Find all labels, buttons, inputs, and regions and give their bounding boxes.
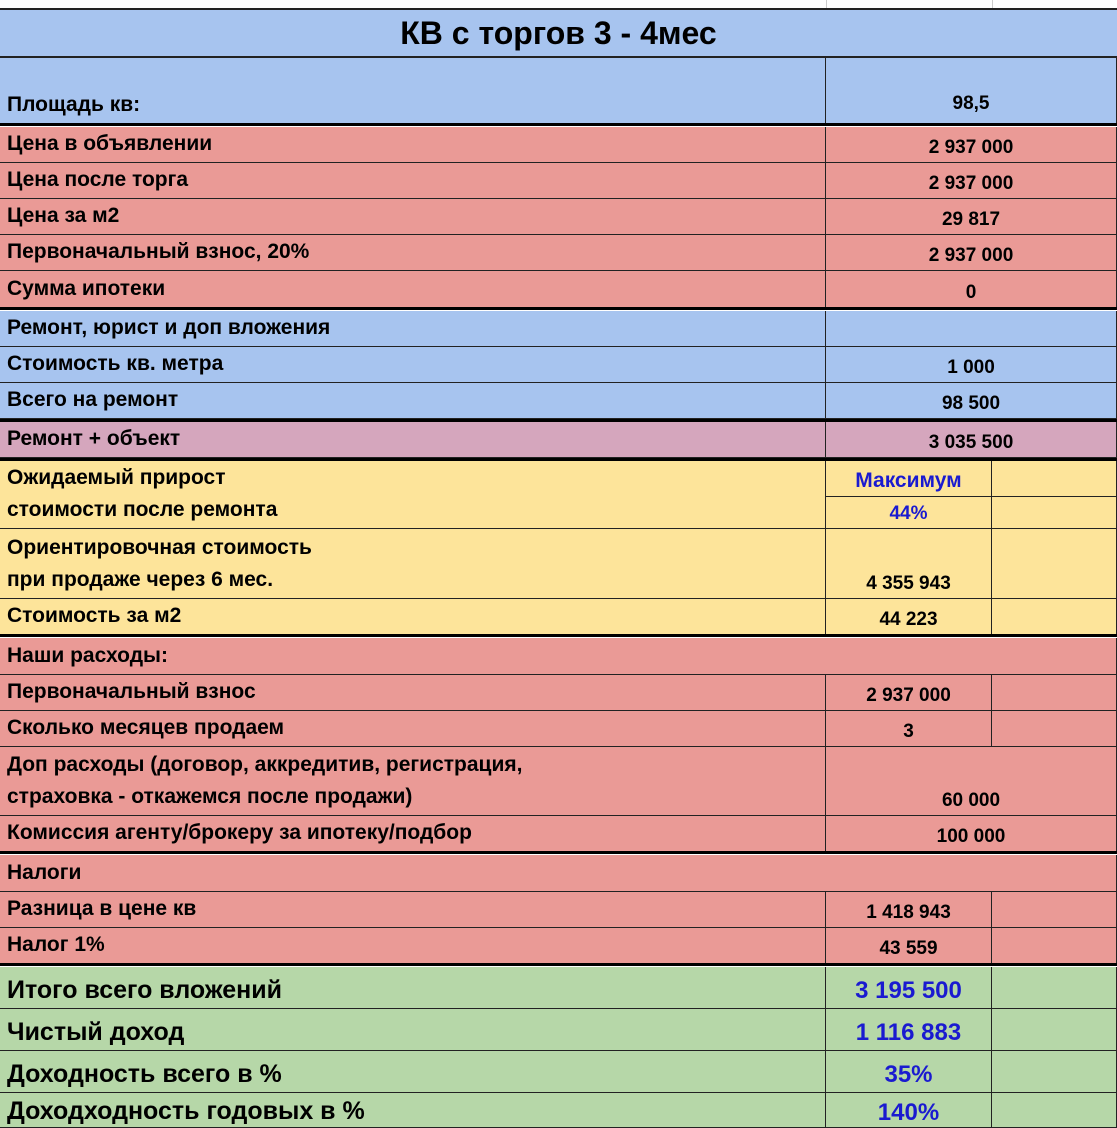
est-sale-value[interactable]: 4 355 943 (826, 529, 992, 599)
section-divider (0, 634, 1117, 637)
commission-value[interactable]: 100 000 (826, 816, 1117, 852)
empty-cell[interactable] (992, 928, 1117, 964)
empty-cell[interactable] (992, 529, 1117, 599)
repair-header-value[interactable] (826, 311, 1117, 347)
sheet-title: КВ с торгов 3 - 4мес (0, 8, 1117, 58)
sale-m2-label[interactable]: Стоимость за м2 (0, 599, 826, 635)
down-payment-label[interactable]: Первоначальный взнос, 20% (0, 235, 826, 271)
tax-value[interactable]: 43 559 (826, 928, 992, 964)
net-income-value[interactable]: 1 116 883 (826, 1009, 992, 1051)
months-label[interactable]: Сколько месяцев продаем (0, 711, 826, 747)
mortgage-label[interactable]: Сумма ипотеки (0, 271, 826, 308)
repair-header-label[interactable]: Ремонт, юрист и доп вложения (0, 311, 826, 347)
est-sale-label[interactable]: Ориентировочная стоимость при продаже через 6 мес. (0, 529, 826, 599)
section-divider (0, 419, 1117, 422)
growth-value[interactable]: 44% (826, 497, 992, 529)
yield-total-value[interactable]: 35% (826, 1051, 992, 1093)
growth-label[interactable]: Ожидаемый прирост стоимости после ремонта (0, 461, 826, 529)
section-divider (0, 307, 1117, 310)
empty-cell[interactable] (992, 461, 1117, 497)
cost-m2-label[interactable]: Стоимость кв. метра (0, 347, 826, 383)
extra-label[interactable]: Доп расходы (договор, аккредитив, регистрация, страховка - откажемся после продажи) (0, 747, 826, 816)
empty-cell[interactable] (992, 967, 1117, 1009)
exp-down-label[interactable]: Первоначальный взнос (0, 675, 826, 711)
net-income-label[interactable]: Чистый доход (0, 1009, 826, 1051)
empty-cell[interactable] (992, 1093, 1117, 1128)
empty-cell[interactable] (992, 675, 1117, 711)
section-divider (0, 458, 1117, 461)
price-after-label[interactable]: Цена после торга (0, 163, 826, 199)
expenses-header[interactable]: Наши расходы: (0, 638, 1117, 675)
empty-cell[interactable] (992, 497, 1117, 529)
yield-total-label[interactable]: Доходность всего в % (0, 1051, 826, 1093)
diff-value[interactable]: 1 418 943 (826, 892, 992, 928)
exp-down-value[interactable]: 2 937 000 (826, 675, 992, 711)
empty-cell[interactable] (992, 711, 1117, 747)
mortgage-value[interactable]: 0 (826, 271, 1117, 308)
total-invest-label[interactable]: Итого всего вложений (0, 967, 826, 1009)
yield-annual-value[interactable]: 140% (826, 1093, 992, 1128)
repair-object-label[interactable]: Ремонт + объект (0, 422, 826, 458)
area-label[interactable]: Площадь кв: (0, 58, 826, 124)
price-after-value[interactable]: 2 937 000 (826, 163, 1117, 199)
total-invest-value[interactable]: 3 195 500 (826, 967, 992, 1009)
repair-object-value[interactable]: 3 035 500 (826, 422, 1117, 458)
area-value[interactable]: 98,5 (826, 58, 1117, 124)
sale-m2-value[interactable]: 44 223 (826, 599, 992, 635)
taxes-header[interactable]: Налоги (0, 855, 1117, 892)
yield-annual-label[interactable]: Доходходность годовых в % (0, 1093, 826, 1128)
section-divider (0, 851, 1117, 854)
empty-cell[interactable] (992, 599, 1117, 635)
tax-label[interactable]: Налог 1% (0, 928, 826, 964)
section-divider (0, 963, 1117, 966)
list-price-label[interactable]: Цена в объявлении (0, 127, 826, 163)
months-value[interactable]: 3 (826, 711, 992, 747)
growth-header[interactable]: Максимум (826, 461, 992, 497)
empty-cell[interactable] (992, 1009, 1117, 1051)
extra-value[interactable]: 60 000 (826, 747, 1117, 816)
column-divider (992, 0, 993, 8)
empty-cell[interactable] (992, 892, 1117, 928)
empty-cell[interactable] (992, 1051, 1117, 1093)
repair-total-value[interactable]: 98 500 (826, 383, 1117, 419)
commission-label[interactable]: Комиссия агенту/брокеру за ипотеку/подбор (0, 816, 826, 852)
price-m2-label[interactable]: Цена за м2 (0, 199, 826, 235)
repair-total-label[interactable]: Всего на ремонт (0, 383, 826, 419)
section-divider (0, 123, 1117, 126)
column-divider (826, 0, 827, 8)
list-price-value[interactable]: 2 937 000 (826, 127, 1117, 163)
down-payment-value[interactable]: 2 937 000 (826, 235, 1117, 271)
column-header-strip (0, 0, 1117, 8)
diff-label[interactable]: Разница в цене кв (0, 892, 826, 928)
cost-m2-value[interactable]: 1 000 (826, 347, 1117, 383)
price-m2-value[interactable]: 29 817 (826, 199, 1117, 235)
